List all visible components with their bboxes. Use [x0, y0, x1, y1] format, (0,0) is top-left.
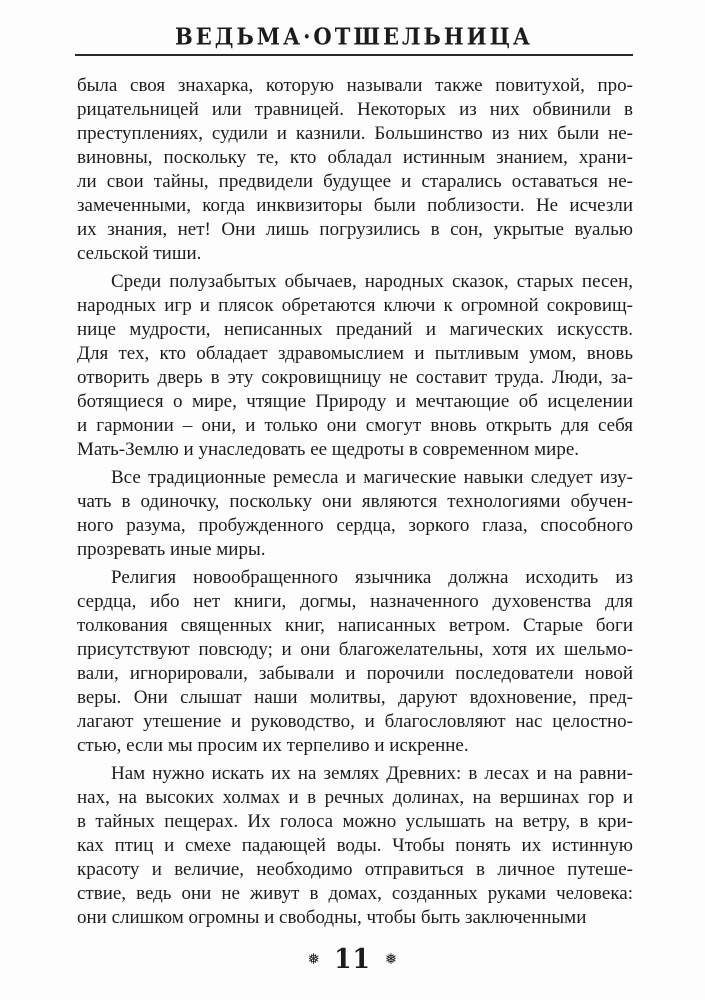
text-line: сельской тиши. — [77, 243, 202, 264]
page-number: 11 — [334, 942, 371, 975]
paragraph — [77, 270, 633, 462]
text-line: ного разума, пробужденного сердца, зоркого глаза, способного — [77, 515, 633, 536]
header-rule — [75, 54, 633, 56]
paragraph — [77, 762, 633, 930]
text-line: ли свои тайны, предвидели будущее и старались оставаться не- — [77, 171, 633, 192]
text-line: Все традиционные ремесла и магические навыки следует изу- — [111, 467, 633, 488]
text-line: стью, если мы просим их терпеливо и искренне. — [77, 735, 469, 756]
text-line: народных игр и плясок обретаются ключи к огромной сокровищ- — [77, 295, 633, 316]
snowflake-ornament-left-icon: ❅ — [307, 950, 321, 968]
text-line: Религия новообращенного язычника должна исходить из — [111, 567, 633, 588]
text-line: была своя знахарка, которую называли также повитухой, про- — [77, 75, 633, 96]
chapter-title: ВЕДЬМА·ОТШЕЛЬНИЦА — [175, 22, 533, 50]
text-line: ках птиц и смехе падающей воды. Чтобы понять их истинную — [77, 835, 633, 856]
text-line: нах, на высоких холмах и в речных долинах, на вершинах гор и — [77, 787, 633, 808]
paragraph — [77, 74, 633, 266]
text-line: ботящиеся о мире, чтящие Природу и мечтающие об исцелении — [77, 391, 633, 412]
text-line: сердца, ибо нет книги, догмы, назначенного духовенства для — [77, 591, 633, 612]
text-line: и гармонии – они, и только они смогут вновь открыть для себя — [77, 415, 633, 436]
text-line: присутствуют повсюду; и они благожелательны, хотя их шельмо- — [77, 639, 633, 660]
text-line: ствие, ведь они не живут в домах, созданных руками человека: — [77, 883, 633, 904]
text-line: в тайных пещерах. Их голоса можно услышать на ветру, в кри- — [77, 811, 633, 832]
text-line: Нам нужно искать их на землях Древних: в лесах и на равни- — [111, 763, 633, 784]
text-line: красоту и величие, необходимо отправиться в личное путеше- — [77, 859, 633, 880]
text-line: Для тех, кто обладает здравомыслием и пытливым умом, вновь — [77, 343, 633, 364]
text-line: отворить дверь в эту сокровищницу не составит труда. Люди, за- — [77, 367, 633, 388]
page-header — [75, 0, 633, 56]
paragraph — [77, 566, 633, 758]
text-line: нице мудрости, неписанных преданий и магических искусств. — [77, 319, 633, 340]
text-line: преступлениях, судили и казнили. Большинство из них были не- — [77, 123, 633, 144]
paragraph — [77, 466, 633, 562]
page-footer — [0, 944, 705, 973]
text-line: их знания, нет! Они лишь погрузились в сон, укрытые вуалью — [77, 219, 633, 240]
text-line: замеченными, когда инквизиторы были поблизости. Не исчезли — [77, 195, 633, 216]
snowflake-ornament-right-icon: ❅ — [384, 950, 398, 968]
text-line: веры. Они слышат наши молитвы, даруют вдохновение, пред- — [77, 687, 633, 708]
text-line: Мать-Землю и унаследовать ее щедроты в современном мире. — [77, 439, 579, 460]
text-line: виновны, поскольку те, кто обладал истинным знанием, храни- — [77, 147, 633, 168]
text-line: Среди полузабытых обычаев, народных сказок, старых песен, — [111, 271, 633, 292]
text-line: толкования священных книг, написанных ветром. Старые боги — [77, 615, 633, 636]
text-line: прозревать иные миры. — [77, 539, 266, 560]
text-line: они слишком огромны и свободны, чтобы быть заключенными — [77, 907, 587, 928]
text-line: чать в одиночку, поскольку они являются технологиями обучен- — [77, 491, 633, 512]
text-line: вали, игнорировали, забывали и порочили последователи новой — [77, 663, 633, 684]
text-line: лагают утешение и руководство, и благословляют нас целостно- — [77, 711, 633, 732]
text-line: рицательницей или травницей. Некоторых из них обвинили в — [77, 99, 633, 120]
body-text — [77, 74, 633, 934]
